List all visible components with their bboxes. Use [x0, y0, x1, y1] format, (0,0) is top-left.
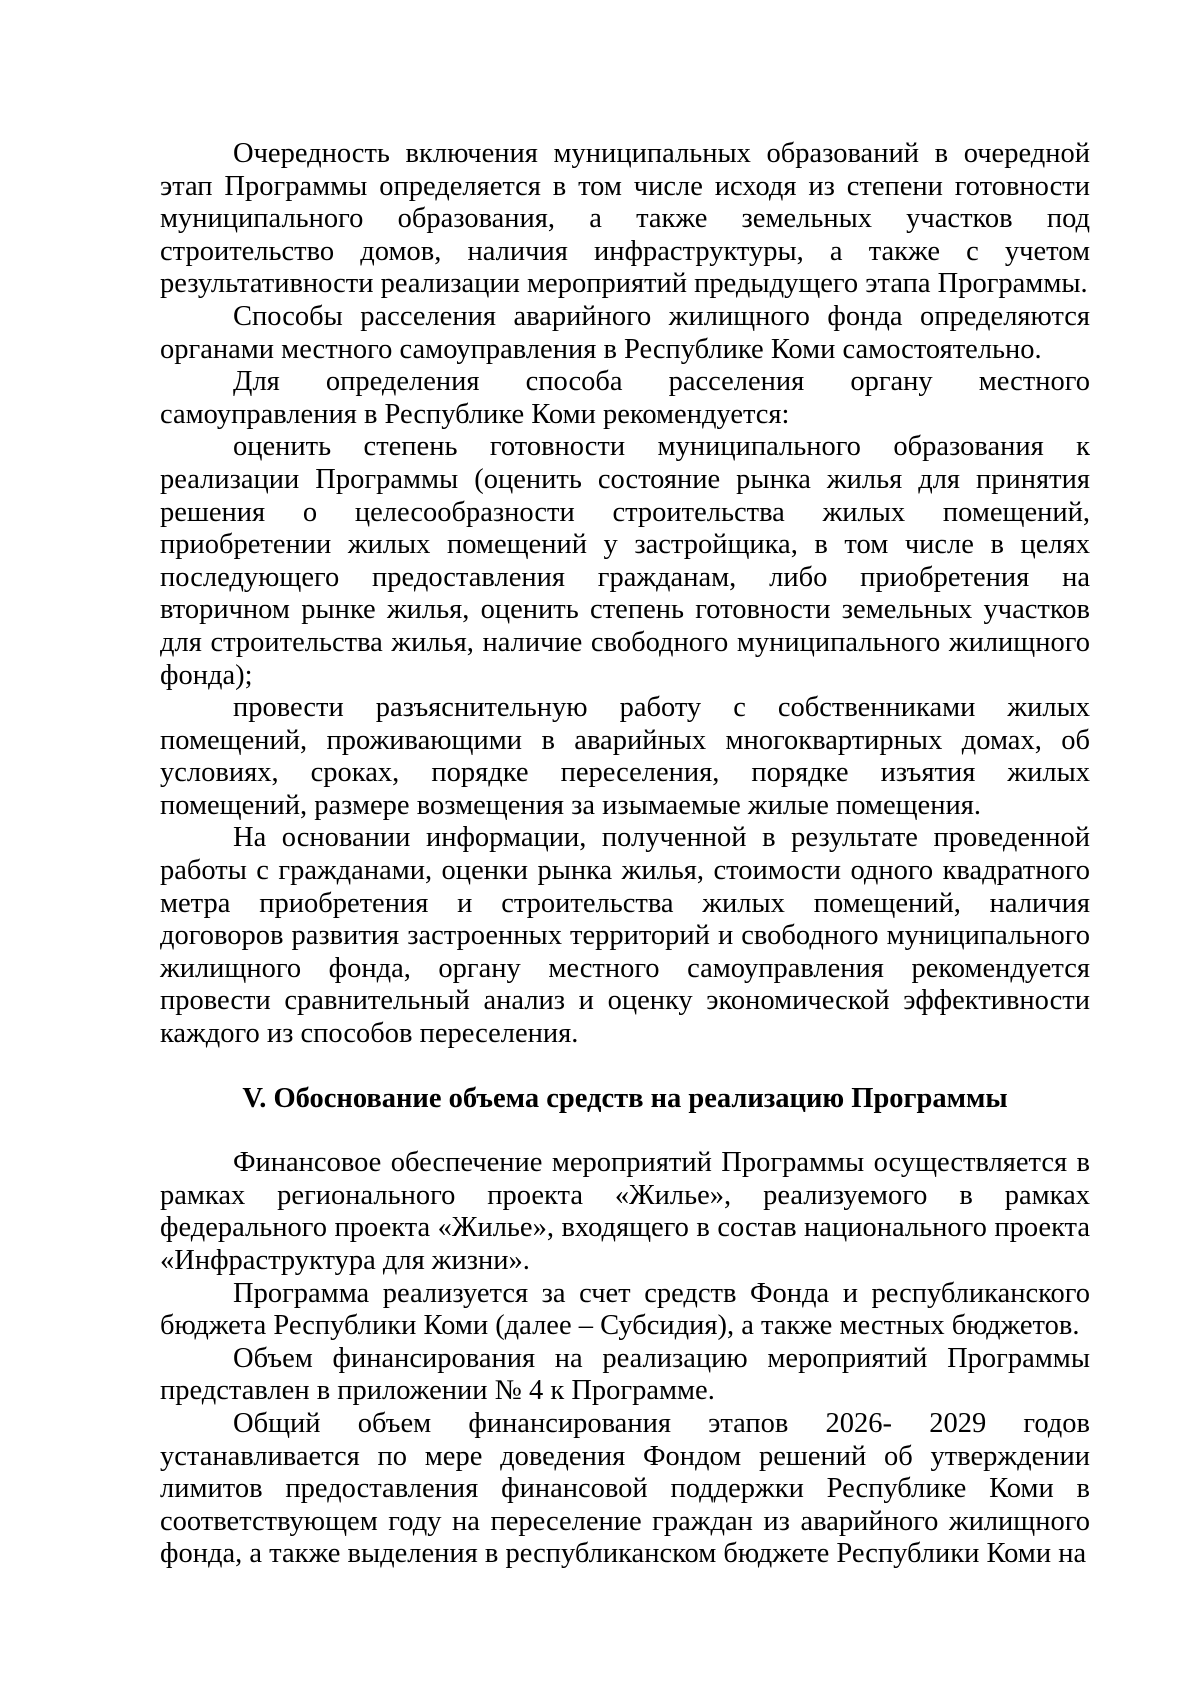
paragraph-recommendation-intro: Для определения способа расселения органу местного самоуправления в Республике Коми рекомендуется: [160, 366, 1090, 430]
paragraph-appendix-reference: Объем финансирования на реализацию мероприятий Программы представлен в приложении № 4 к Программе. [160, 1342, 1090, 1407]
paragraph-explanatory-work: провести разъяснительную работу с собственниками жилых помещений, проживающими в аварийных многоквартирных домах, об условиях, сроках, порядке переселения, порядке изъятия жилых помещений, размере возмещения за изымаемые жилые помещения. [160, 692, 1090, 821]
document-page [160, 138, 1090, 1571]
paragraph-comparative-analysis: На основании информации, полученной в результате проведенной работы с гражданами, оценки рынка жилья, стоимости одного квадратного метра приобретения и строительства жилых помещений, наличия договоров развития застроенных территорий и свободного муниципального жилищного фонда, органу местного самоуправления рекомендуется провести сравнительный анализ и оценку экономической эффективности каждого из способов переселения. [160, 822, 1090, 1050]
paragraph-resettlement-methods: Способы расселения аварийного жилищного фонда определяются органами местного самоуправления в Республике Коми самостоятельно. [160, 300, 1090, 365]
paragraph-queue-order: Очередность включения муниципальных образований в очередной этап Программы определяется в том числе исходя из степени готовности муниципального образования, а также земельных участков под строительство домов, наличия инфраструктуры, а также с учетом результативности реализации мероприятий предыдущего этапа Программы. [160, 138, 1090, 300]
section-v-heading: V. Обоснование объема средств на реализацию Программы [242, 1082, 1008, 1114]
paragraph-financing-frame: Финансовое обеспечение мероприятий Программы осуществляется в рамках регионального проекта «Жилье», реализуемого в рамках федерального проекта «Жилье», входящего в состав национального проекта «Инфраструктура для жизни». [160, 1147, 1090, 1276]
paragraph-total-volume: Общий объем финансирования этапов 2026- 2029 годов устанавливается по мере доведения Фондом решений об утверждении лимитов предоставления финансовой поддержки Республике Коми в соответствующем году на переселение граждан из аварийного жилищного фонда, а также выделения в республиканском бюджете Республики Коми на [160, 1407, 1090, 1570]
paragraph-assess-readiness: оценить степень готовности муниципального образования к реализации Программы (оценить состояние рынка жилья для принятия решения о целесообразности строительства жилых помещений, приобретении жилых помещений у застройщика, в том числе в целях последующего предоставления гражданам, либо приобретения на вторичном рынке жилья, оценить степень готовности земельных участков для строительства жилья, наличие свободного муниципального жилищного фонда); [160, 431, 1090, 691]
paragraph-funding-sources: Программа реализуется за счет средств Фонда и республиканского бюджета Республики Коми (далее – Субсидия), а также местных бюджетов. [160, 1277, 1090, 1342]
